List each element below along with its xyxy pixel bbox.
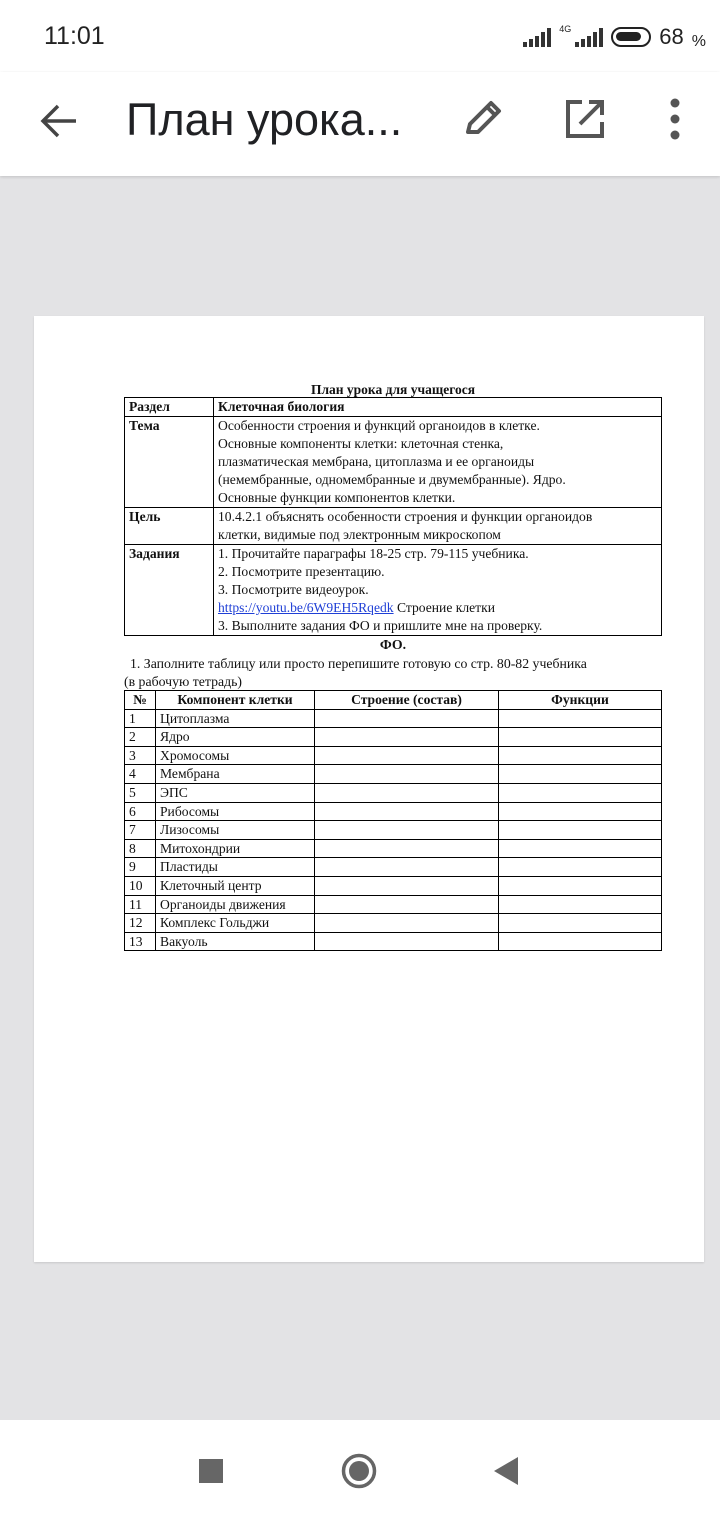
row-value xyxy=(214,417,662,508)
signal-icon xyxy=(523,27,551,47)
component-name: Цитоплазма xyxy=(156,709,315,728)
video-link[interactable]: https://youtu.be/6W9EH5Rqedk xyxy=(218,600,394,615)
row-number: 6 xyxy=(125,802,156,821)
open-external-button[interactable] xyxy=(562,96,608,142)
row-label: Цель xyxy=(125,508,214,545)
status-time: 11:01 xyxy=(44,22,105,50)
status-bar xyxy=(0,0,720,72)
text-line: 3. Выполните задания ФО и пришлите мне на проверку. xyxy=(218,618,543,633)
text-line: 2. Посмотрите презентацию. xyxy=(218,564,385,579)
component-name: Митохондрии xyxy=(156,839,315,858)
function-cell xyxy=(499,821,662,840)
text-line: (немембранные, одномембранные и двумембранные). Ядро. xyxy=(218,472,566,487)
function-cell xyxy=(499,709,662,728)
arrow-left-icon xyxy=(38,99,82,143)
row-number: 4 xyxy=(125,765,156,784)
column-header: Строение (состав) xyxy=(315,691,499,710)
row-number: 3 xyxy=(125,746,156,765)
text-line: 3. Посмотрите видеоурок. xyxy=(218,582,369,597)
status-icons xyxy=(523,22,706,52)
function-cell xyxy=(499,765,662,784)
row-number: 7 xyxy=(125,821,156,840)
home-button[interactable] xyxy=(341,1453,377,1489)
text-line: Особенности строения и функций органоидов в клетке. xyxy=(218,418,540,433)
row-value xyxy=(214,508,662,545)
table-row xyxy=(125,932,662,951)
more-vert-icon xyxy=(660,96,690,142)
system-nav-bar xyxy=(0,1420,720,1520)
back-button[interactable] xyxy=(38,99,82,143)
row-number: 13 xyxy=(125,932,156,951)
structure-cell xyxy=(315,914,499,933)
table-row xyxy=(125,914,662,933)
signal-icon-secondary xyxy=(575,27,603,47)
table-row xyxy=(125,545,662,636)
row-number: 1 xyxy=(125,709,156,728)
row-number: 11 xyxy=(125,895,156,914)
structure-cell xyxy=(315,765,499,784)
structure-cell xyxy=(315,821,499,840)
component-name: Хромосомы xyxy=(156,746,315,765)
component-name: Лизосомы xyxy=(156,821,315,840)
battery-percent-sign: % xyxy=(691,33,706,50)
function-cell xyxy=(499,839,662,858)
table-row xyxy=(125,839,662,858)
table-row xyxy=(125,876,662,895)
row-number: 10 xyxy=(125,876,156,895)
structure-cell xyxy=(315,932,499,951)
function-cell xyxy=(499,914,662,933)
text-line: Основные компоненты клетки: клеточная стенка, xyxy=(218,436,504,451)
structure-cell xyxy=(315,839,499,858)
column-header: Компонент клетки xyxy=(156,691,315,710)
battery-percent: 68 xyxy=(659,24,684,49)
row-number: 2 xyxy=(125,728,156,747)
text-line: плазматическая мембрана, цитоплазма и ее органоиды xyxy=(218,454,535,469)
pencil-icon xyxy=(460,96,506,142)
row-number: 8 xyxy=(125,839,156,858)
row-label: Тема xyxy=(125,417,214,508)
table-row xyxy=(125,783,662,802)
component-name: Вакуоль xyxy=(156,932,315,951)
back-nav-button[interactable] xyxy=(494,1456,518,1486)
table-body xyxy=(125,709,662,951)
function-cell xyxy=(499,783,662,802)
table-row xyxy=(125,398,662,417)
home-circle-icon xyxy=(341,1453,377,1489)
function-cell xyxy=(499,876,662,895)
structure-cell xyxy=(315,876,499,895)
table-row xyxy=(125,728,662,747)
document-title: План урока... xyxy=(126,94,403,145)
document-heading: План урока для учащегося xyxy=(310,382,476,397)
open-in-new-icon xyxy=(562,96,608,142)
fo-heading: ФО. xyxy=(379,637,407,652)
component-name: Комплекс Гольджи xyxy=(156,914,315,933)
column-header: № xyxy=(125,691,156,710)
lesson-info-table xyxy=(124,397,662,636)
component-name: Органоиды движения xyxy=(156,895,315,914)
app-toolbar xyxy=(0,72,720,176)
function-cell xyxy=(499,802,662,821)
row-value: Клеточная биология xyxy=(214,398,662,417)
function-cell xyxy=(499,932,662,951)
table-row xyxy=(125,765,662,784)
cell-components-table xyxy=(124,690,662,951)
structure-cell xyxy=(315,802,499,821)
table-row xyxy=(125,821,662,840)
more-options-button[interactable] xyxy=(660,96,690,142)
component-name: ЭПС xyxy=(156,783,315,802)
document-page xyxy=(34,316,704,1262)
function-cell xyxy=(499,858,662,877)
text-line: клетки, видимые под электронным микроскопом xyxy=(218,527,501,542)
table-row xyxy=(125,508,662,545)
table-row xyxy=(125,858,662,877)
text-line: (в рабочую тетрадь) xyxy=(124,674,243,689)
row-number: 12 xyxy=(125,914,156,933)
recent-apps-button[interactable] xyxy=(199,1459,223,1483)
function-cell xyxy=(499,728,662,747)
table-row xyxy=(125,709,662,728)
row-number: 5 xyxy=(125,783,156,802)
row-label: Раздел xyxy=(125,398,214,417)
function-cell xyxy=(499,895,662,914)
row-value xyxy=(214,545,662,636)
component-name: Мембрана xyxy=(156,765,315,784)
table-row xyxy=(125,746,662,765)
text-line: 10.4.2.1 объяснять особенности строения и функции органоидов xyxy=(218,509,593,524)
structure-cell xyxy=(315,746,499,765)
column-header: Функции xyxy=(499,691,662,710)
component-name: Клеточный центр xyxy=(156,876,315,895)
text-line: Основные функции компонентов клетки. xyxy=(218,490,456,505)
network-type-label: 4G xyxy=(559,24,572,34)
table-row xyxy=(125,802,662,821)
battery-icon xyxy=(611,27,651,47)
edit-button[interactable] xyxy=(460,96,506,142)
structure-cell xyxy=(315,709,499,728)
table-row xyxy=(125,895,662,914)
component-name: Ядро xyxy=(156,728,315,747)
text-line: 1. Прочитайте параграфы 18-25 стр. 79-115 учебника. xyxy=(218,546,529,561)
link-suffix: Строение клетки xyxy=(393,600,495,615)
text-line xyxy=(218,599,657,617)
component-name: Рибосомы xyxy=(156,802,315,821)
table-row xyxy=(125,417,662,508)
row-number: 9 xyxy=(125,858,156,877)
row-label: Задания xyxy=(125,545,214,636)
text-line: 1. Заполните таблицу или просто перепишите готовую со стр. 80-82 учебника xyxy=(130,656,587,671)
structure-cell xyxy=(315,728,499,747)
structure-cell xyxy=(315,783,499,802)
table-header-row xyxy=(125,691,662,710)
triangle-back-icon xyxy=(494,1456,518,1486)
structure-cell xyxy=(315,895,499,914)
component-name: Пластиды xyxy=(156,858,315,877)
fo-task-text xyxy=(124,655,664,691)
function-cell xyxy=(499,746,662,765)
structure-cell xyxy=(315,858,499,877)
